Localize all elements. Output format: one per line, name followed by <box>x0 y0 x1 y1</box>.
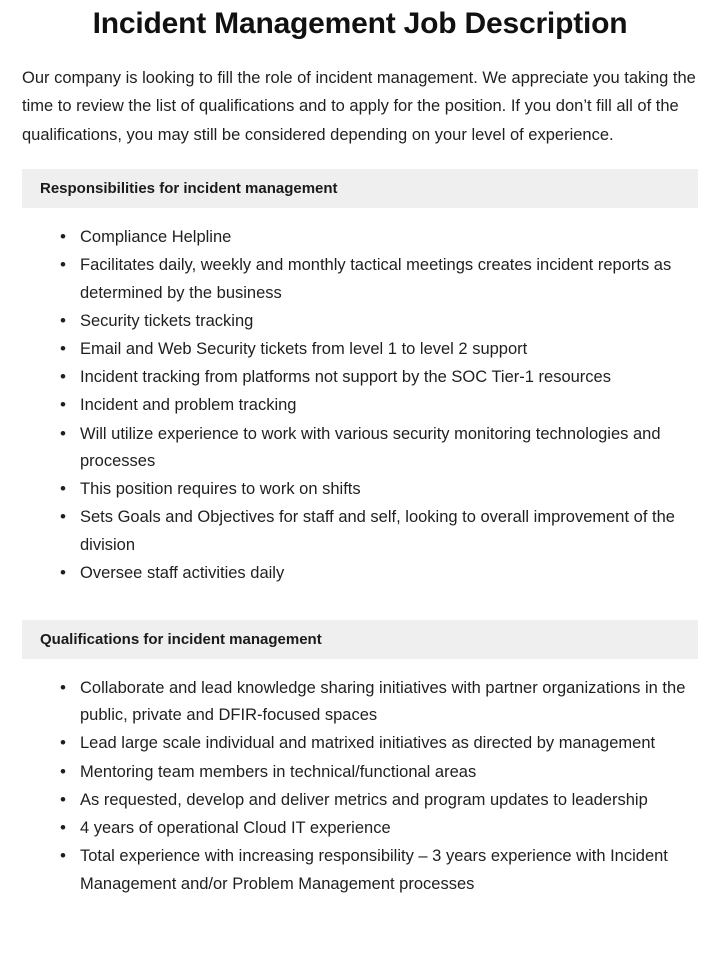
list-item: • As requested, develop and deliver metrics and program updates to leadership <box>60 787 698 814</box>
section-spacer <box>22 588 698 598</box>
list-item: • Collaborate and lead knowledge sharing initiatives with partner organizations in the public, private and DFIR-focused spaces <box>60 675 698 729</box>
list-item: • 4 years of operational Cloud IT experience <box>60 815 698 842</box>
responsibilities-list <box>22 216 698 587</box>
list-item: • Lead large scale individual and matrixed initiatives as directed by management <box>60 730 698 757</box>
list-item: • This position requires to work on shifts <box>60 476 698 503</box>
page-title: Incident Management Job Description <box>92 7 628 40</box>
list-item: • Sets Goals and Objectives for staff and self, looking to overall improvement of the division <box>60 504 698 558</box>
list-item: • Compliance Helpline <box>60 224 698 251</box>
list-item: • Email and Web Security tickets from level 1 to level 2 support <box>60 336 698 363</box>
list-item: • Oversee staff activities daily <box>60 560 698 587</box>
list-item: • Mentoring team members in technical/functional areas <box>60 759 698 786</box>
qualifications-list <box>22 667 698 898</box>
section-header-qualifications: Qualifications for incident management <box>22 620 698 659</box>
list-item: • Incident tracking from platforms not support by the SOC Tier-1 resources <box>60 364 698 391</box>
section-header-responsibilities: Responsibilities for incident management <box>22 169 698 208</box>
list-item: • Facilitates daily, weekly and monthly tactical meetings creates incident reports as determined by the business <box>60 252 698 306</box>
list-item: • Security tickets tracking <box>60 308 698 335</box>
intro-paragraph: Our company is looking to fill the role of incident management. We appreciate you taking the time to review the list of qualifications and to apply for the position. If you don’t fill all of the qualifications, you may still be considered depending on your level of experience. <box>22 69 696 144</box>
list-item: • Will utilize experience to work with various security monitoring technologies and processes <box>60 421 698 475</box>
list-item: • Incident and problem tracking <box>60 392 698 419</box>
list-item: • Total experience with increasing responsibility – 3 years experience with Incident Management and/or Problem Management processes <box>60 843 698 897</box>
